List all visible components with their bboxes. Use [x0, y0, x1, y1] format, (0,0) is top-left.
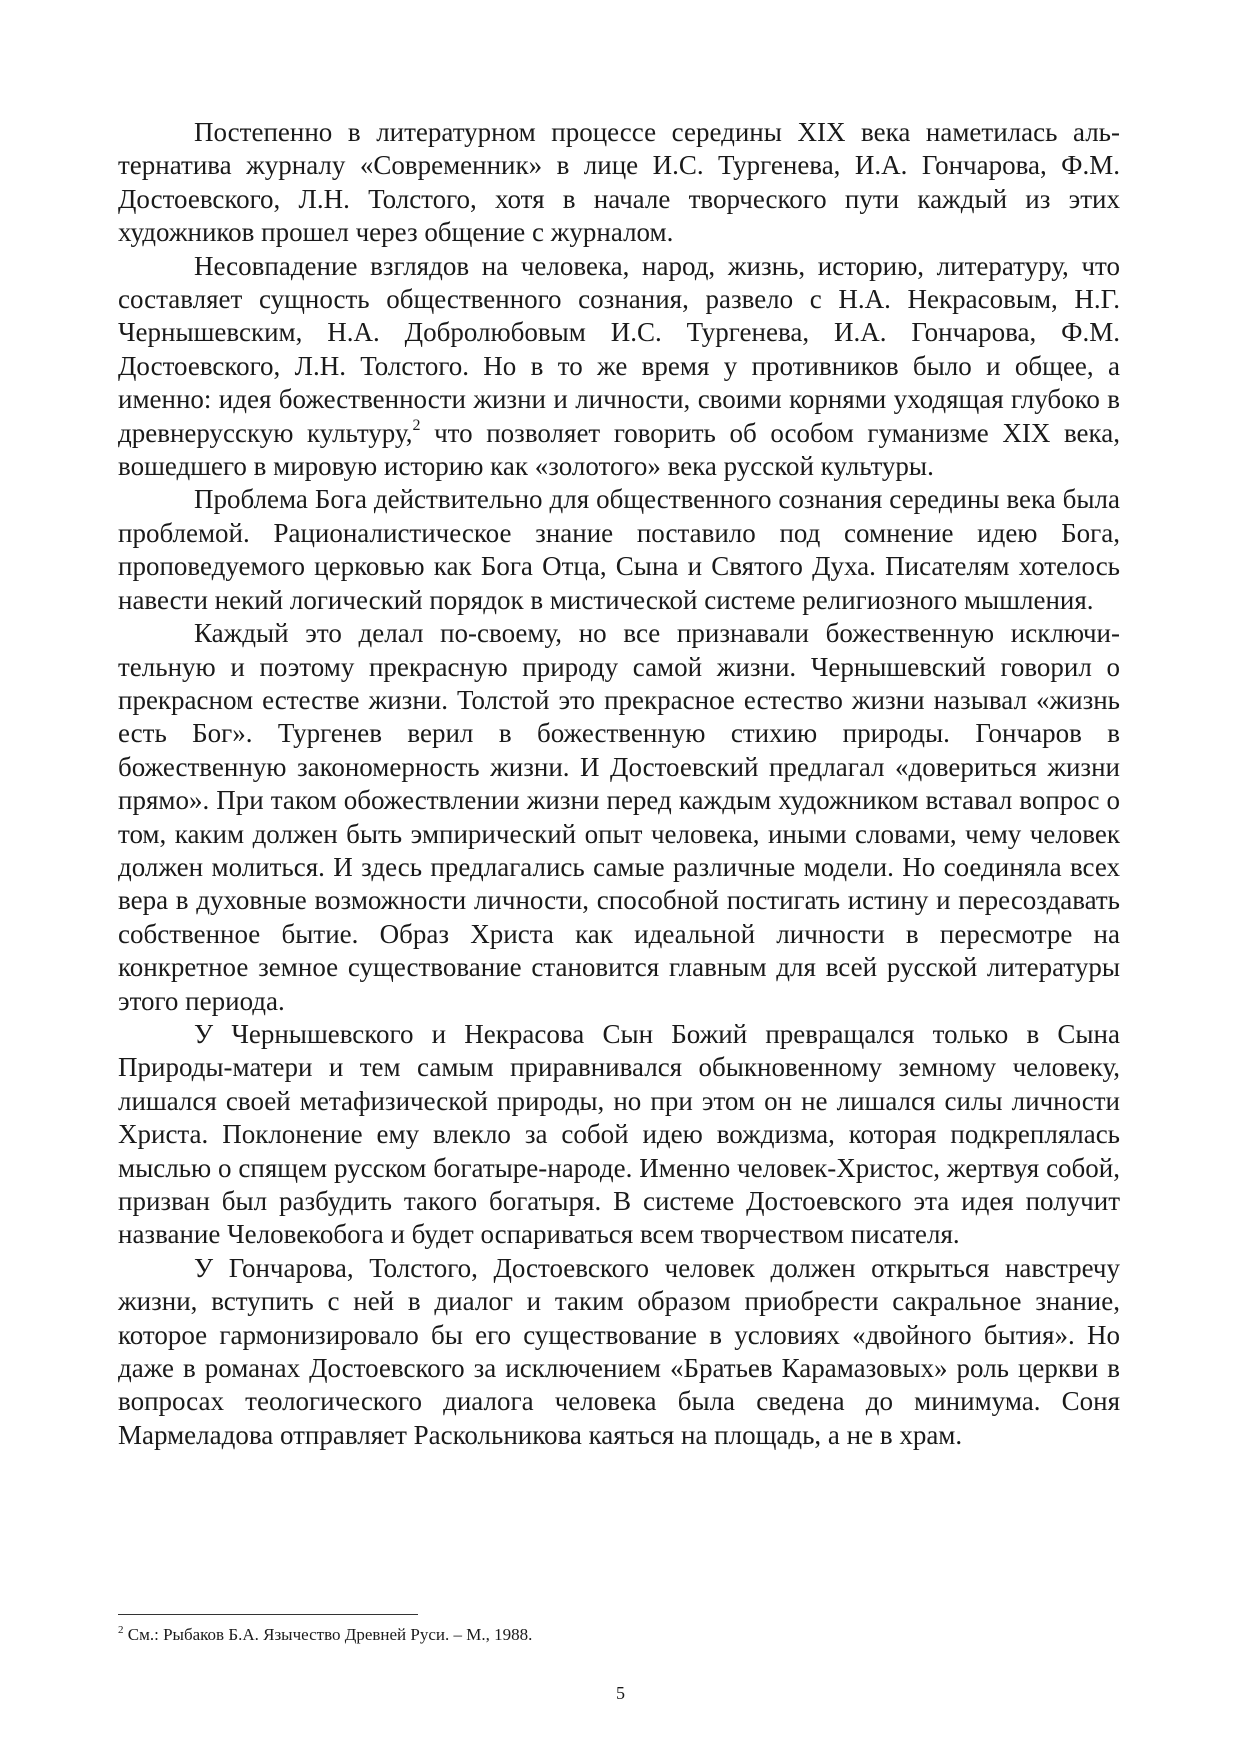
body-text [118, 116, 1120, 1452]
paragraph-3: Проблема Бога действительно для общественного сознания середины века была проблемой. Рационалистическое знание поставило под сомнение идею Бога, проповедуемого церковью как Бога Отца, Сына и Святого Духа. Писателям хотелось навести некий логический порядок в мистической системе религиозного мышления. [118, 484, 1120, 615]
paragraph-5: У Чернышевского и Некрасова Сын Божий превращался только в Сына Природы-матери и тем самым приравнивался обыкновенному земному человеку, лишался своей метафизической природы, но при этом он не лишался силы личности Христа. Поклонение ему влекло за собой идею вождизма, которая подкреплялась мыслью о спящем русском богатыре-народе. Именно человек-Христос, жертвуя собой, призван был разбудить такого богатыря. В системе Достоевского эта идея получит название Человекобога и будет оспариваться всем творчеством писателя. [118, 1018, 1120, 1250]
footnote-reference[interactable]: 2 [412, 416, 421, 434]
paragraph-6: У Гончарова, Толстого, Достоевского человек должен открыться навстречу жизни, вступить с ней в диалог и таким образом приобрести сакральное знание, которое гармонизировало бы его существование в условиях «двойного бытия». Но даже в романах Достоевского за исключением «Братьев Карамазовых» роль церкви в вопросах теологического диалога человека была сведена до минимума. Соня Мармеладова отправляет Раскольникова каяться на площадь, а не в храм. [118, 1252, 1120, 1450]
paragraph-1: Постепенно в литературном процессе середины XIX века наметилась альтернатива журналу «Современник» в лице И.С. Тургенева, И.А. Гончарова, Ф.М. Достоевского, Л.Н. Толстого, хотя в начале творческого пути каждый из этих художников прошел через общение с журналом. [118, 117, 1120, 248]
footnote-separator [118, 1614, 418, 1615]
footnote-text: См.: Рыбаков Б.А. Язычество Древней Руси. – М., 1988. [123, 1625, 533, 1644]
paragraph-4: Каждый это делал по-своему, но все признавали божественную исключительную и поэтому прекрасную природу самой жизни. Чернышевский говорил о прекрасном естестве жизни. Толстой это прекрасное естество жизни называл «жизнь есть Бог». Тургенев верил в божественную стихию природы. Гончаров в божественную закономерность жизни. И Достоевский предлагал «довериться жизни прямо». При таком обожествлении жизни перед каждым художником вставал вопрос о том, каким должен быть эмпирический опыт человека, иными словами, чему человек должен молиться. И здесь предлагались самые различные модели. Но соединяла всех вера в духовные возможности личности, способной постигать истину и пересоздавать собственное бытие. Образ Христа как идеальной личности в пересмотре на конкретное земное существование становится главным для всей русской литературы этого периода. [118, 618, 1120, 1016]
page-number: 5 [616, 1683, 625, 1703]
paragraph-2 [118, 250, 1120, 484]
footnote-number: 2 [118, 1624, 124, 1636]
paragraph-2-text-after: что позволяет говорить об особом гуманизме XIX века, вошедшего в мировую историю как «золотого» века русской культуры. [118, 417, 1120, 482]
paragraph-2-text-before: Несовпадение взглядов на человека, народ, жизнь, историю, литературу, что составляет сущность общественного сознания, развело с Н.А. Некрасовым, Н.Г. Чернышевским, Н.А. Добролюбовым И.С. Тургенева, И.А. Гончарова, Ф.М. Достоевского, Л.Н. Толстого. Но в то же время у противников было и общее, а именно: идея божественности жизни и личности, своими корнями уходящая глубоко в древнерусскую культуру, [118, 250, 1120, 448]
footnote [118, 1624, 1118, 1646]
